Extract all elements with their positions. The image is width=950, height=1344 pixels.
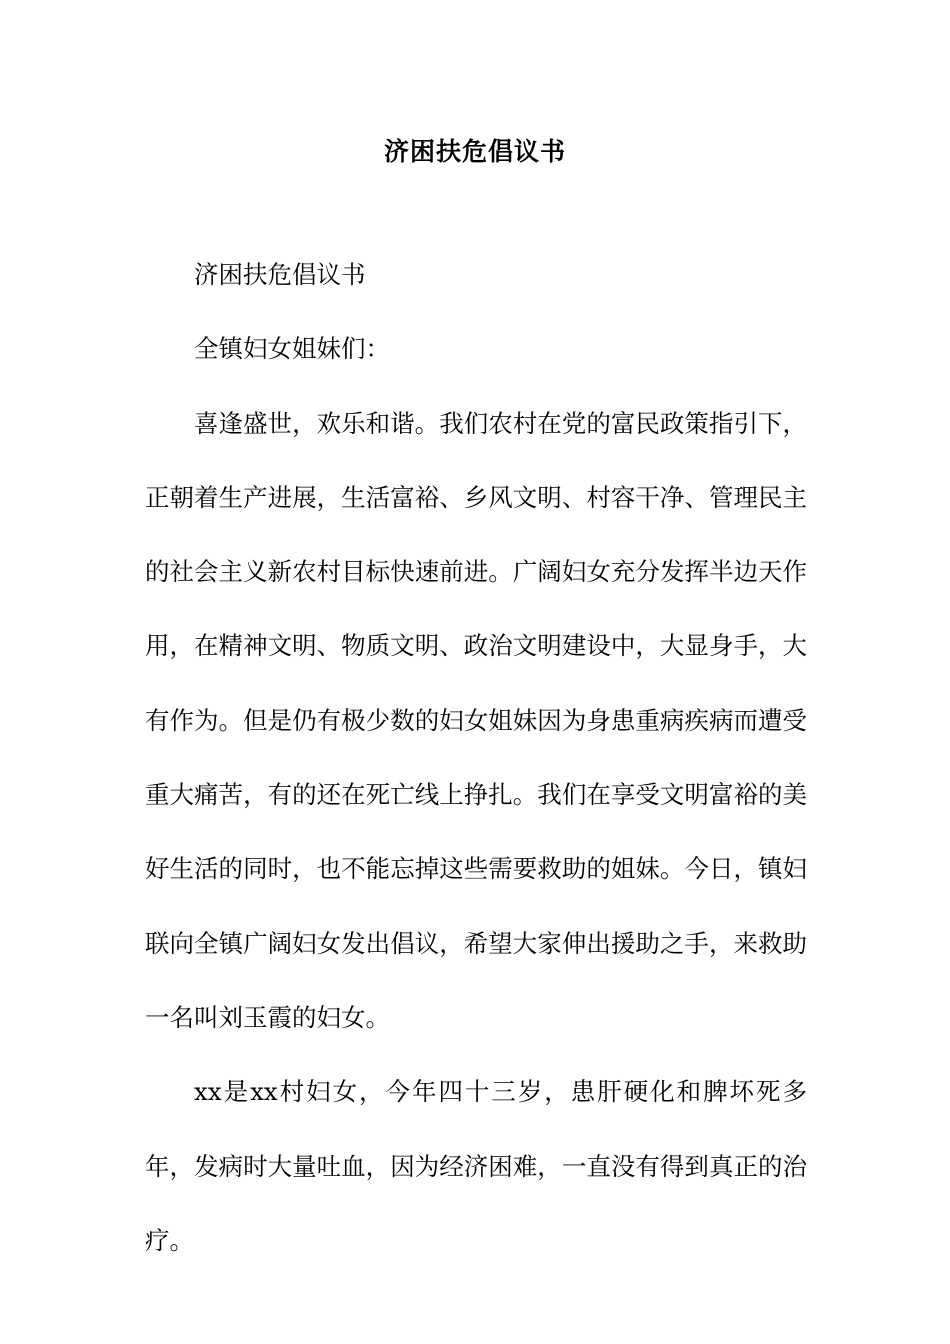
- paragraph-body: 喜逢盛世，欢乐和谐。我们农村在党的富民政策指引下，正朝着生产进展，生活富裕、乡风文明、村容干净、管理民主的社会主义新农村目标快速前进。广阔妇女充分发挥半边天作用，在精神文明、物质文明、政治文明建设中，大显身手，大有作为。但是仍有极少数的妇女姐妹因为身患重病疾病而遭受重大痛苦，有的还在死亡线上挣扎。我们在享受文明富裕的美好生活的同时，也不能忘掉这些需要救助的姐妹。今日，镇妇联向全镇广阔妇女发出倡议，希望大家伸出援助之手，来救助一名叫刘玉霞的妇女。: [145, 408, 807, 1032]
- paragraph-body: xx是xx村妇女，今年四十三岁，患肝硬化和脾坏死多年，发病时大量吐血，因为经济困难，一直没有得到真正的治疗。: [145, 1077, 807, 1255]
- paragraph-heading: 济困扶危倡议书: [194, 260, 366, 289]
- document-title: 济困扶危倡议书: [383, 137, 566, 166]
- paragraph-salutation: 全镇妇女姐妹们：: [194, 334, 390, 364]
- document-body: [145, 238, 807, 1278]
